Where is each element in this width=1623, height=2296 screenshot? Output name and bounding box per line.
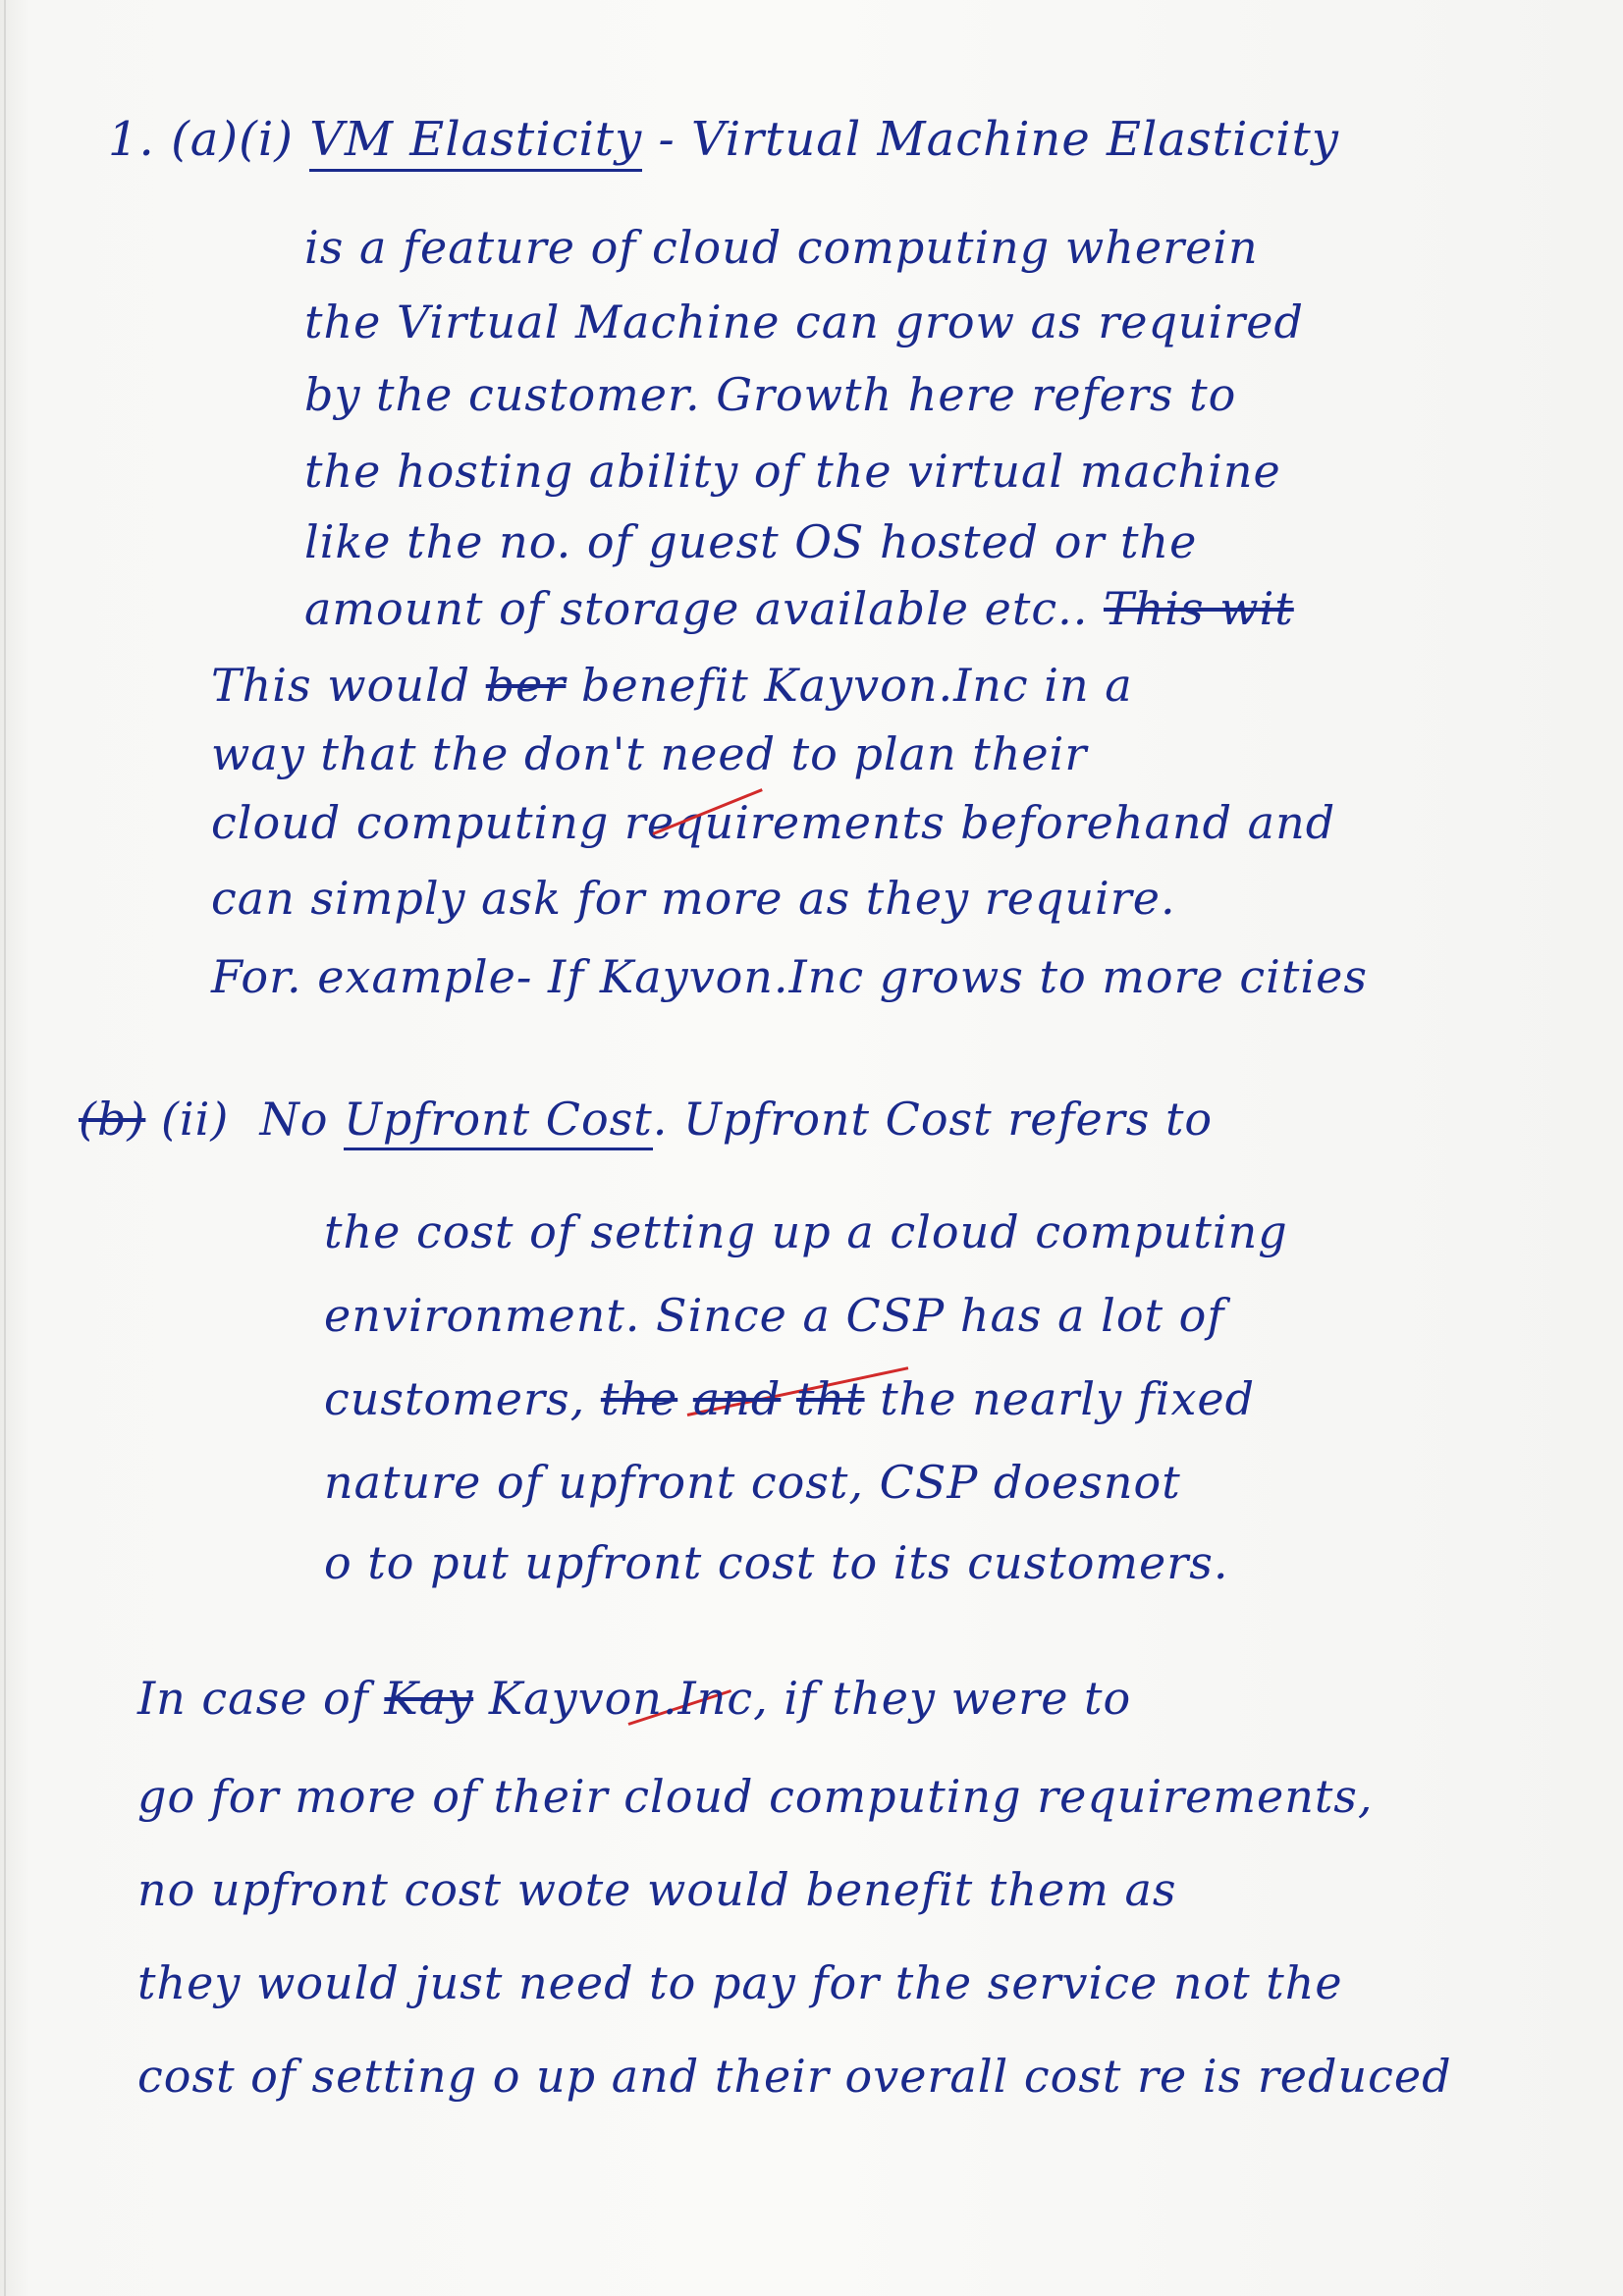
- line3-rest: the nearly fixed: [880, 1372, 1256, 1425]
- q1-line-5: like the no. of guest OS hosted or the: [304, 515, 1198, 568]
- title-prefix: No: [259, 1093, 329, 1146]
- struck-word-and: and: [692, 1372, 782, 1425]
- struck-word: Kay: [384, 1672, 474, 1725]
- heading-dash: -: [658, 112, 676, 167]
- heading-definition: Virtual Machine Elasticity: [690, 112, 1339, 167]
- q2-line-4: nature of upfront cost, CSP doesnot: [324, 1456, 1181, 1509]
- q1-benefit-line-4: can simply ask for more as they require.: [211, 872, 1176, 925]
- q1-line-4: the hosting ability of the virtual machine: [304, 445, 1281, 498]
- sub-label: (ii): [160, 1093, 230, 1146]
- sub-label: (i): [239, 112, 294, 167]
- q2-incase-line: [137, 1669, 1131, 1728]
- q2-line-1: the cost of setting up a cloud computing: [324, 1205, 1288, 1258]
- q1-line-2: the Virtual Machine can grow as required: [304, 295, 1304, 348]
- vm-elasticity-title: VM Elasticity: [309, 112, 642, 172]
- q1-line-6: [304, 579, 1294, 638]
- q1-line-6-text: amount of storage available etc..: [304, 582, 1089, 635]
- q2-heading: [79, 1090, 1213, 1148]
- q1-benefit-line-3: cloud computing requirements beforehand and: [211, 796, 1336, 849]
- struck-word: the: [600, 1372, 678, 1425]
- q2-line-3: [324, 1369, 1255, 1428]
- heading-definition: . Upfront Cost refers to: [652, 1093, 1214, 1146]
- upfront-cost-title: Upfront Cost: [344, 1093, 653, 1150]
- incase-rest: Kayvon.Inc, if they were to: [488, 1672, 1132, 1725]
- q1-line-1: is a feature of cloud computing wherein: [304, 221, 1259, 274]
- q1-benefit-line-5: For. example- If Kayvon.Inc grows to more cities: [211, 950, 1368, 1003]
- q2-tail-line-2: no upfront cost wote would benefit them as: [137, 1863, 1177, 1916]
- question-number: 1.: [108, 112, 155, 167]
- incase-start: In case of: [137, 1672, 369, 1725]
- struck-word: tht: [795, 1372, 865, 1425]
- benefit-rest: benefit Kayvon.Inc in a: [581, 659, 1133, 712]
- struck-word: ber: [485, 659, 567, 712]
- page-edge: [4, 0, 6, 2296]
- struck-label: (b): [79, 1093, 146, 1146]
- q2-tail-line-3: they would just need to pay for the service not the: [137, 1956, 1343, 2009]
- q1-heading: [108, 110, 1339, 169]
- q1-benefit-line-1: [211, 656, 1133, 715]
- benefit-start: This would: [211, 659, 471, 712]
- part-label: (a): [171, 112, 240, 167]
- q2-line-5: o to put upfront cost to its customers.: [324, 1536, 1229, 1589]
- q2-tail-line-1: go for more of their cloud computing requirements,: [137, 1770, 1374, 1823]
- q1-line-3: by the customer. Growth here refers to: [304, 368, 1237, 421]
- q2-line-2: environment. Since a CSP has a lot of: [324, 1289, 1225, 1342]
- q1-benefit-line-2: way that the don't need to plan their: [211, 727, 1088, 780]
- q2-tail-line-4: cost of setting o up and their overall cost re is reduced: [137, 2050, 1452, 2103]
- struck-word: This wit: [1103, 582, 1294, 635]
- line3-start: customers,: [324, 1372, 586, 1425]
